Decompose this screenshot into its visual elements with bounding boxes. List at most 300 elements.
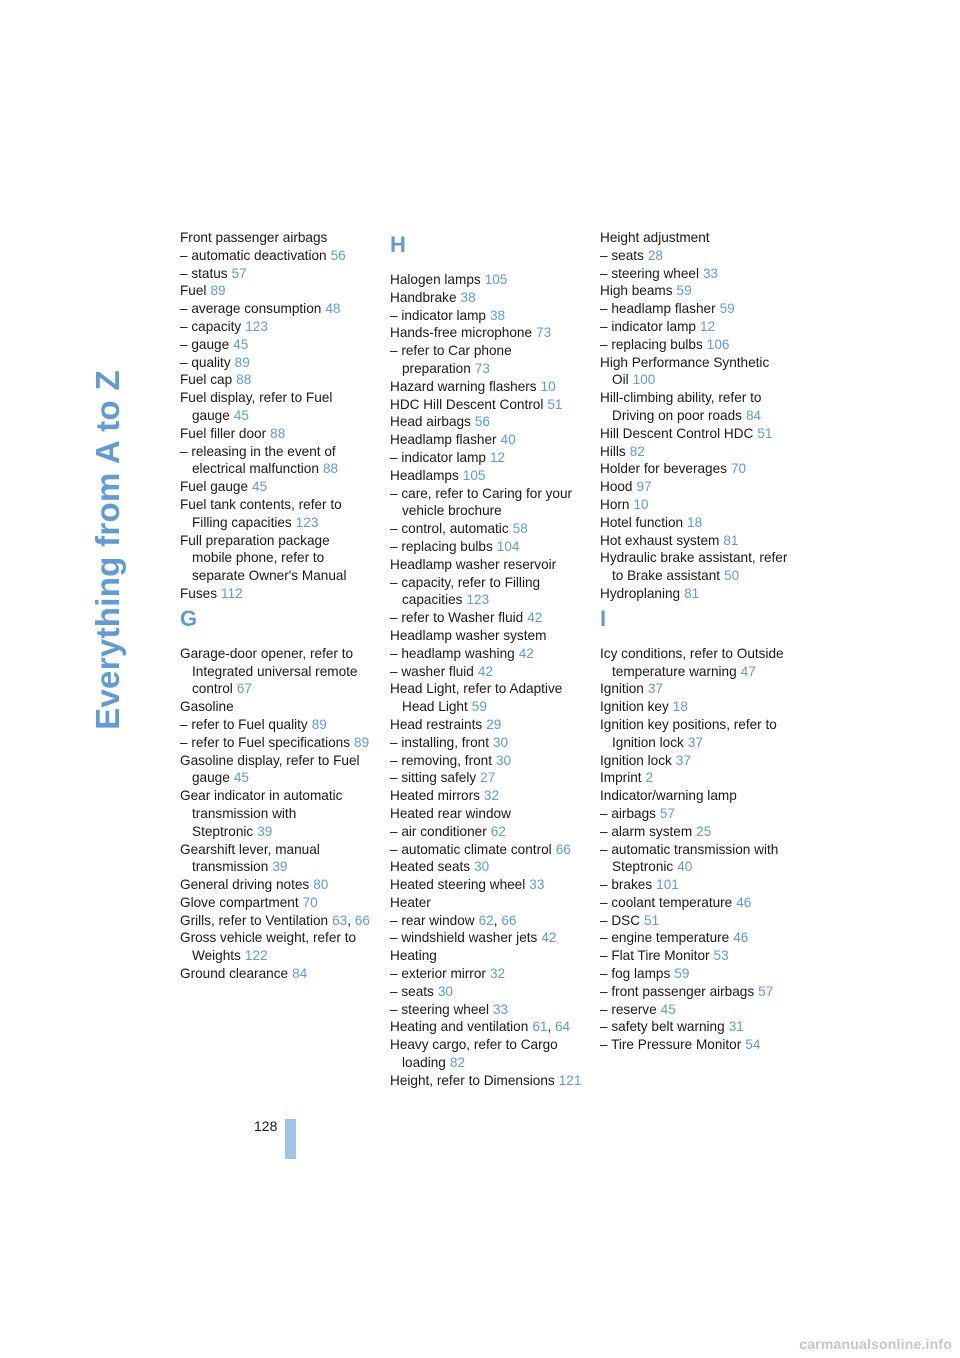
page-link[interactable]: 73	[474, 360, 490, 376]
page-refs	[674, 966, 689, 981]
index-entry	[390, 876, 586, 894]
page-link[interactable]: 112	[221, 585, 243, 601]
page-refs: 61, 64	[532, 1019, 571, 1035]
index-term: – indicator lamp	[390, 307, 486, 323]
index-term: Heated seats	[390, 859, 471, 875]
page-link[interactable]: 123	[245, 318, 268, 334]
page-refs	[684, 586, 699, 601]
page-link[interactable]: 57	[659, 805, 676, 821]
index-entry	[390, 556, 586, 574]
index-entry	[600, 841, 796, 877]
page-refs	[474, 859, 489, 874]
page-refs	[235, 355, 250, 370]
index-column-2	[390, 229, 586, 1090]
index-entry	[600, 947, 796, 965]
page-link[interactable]: 33	[493, 1001, 509, 1017]
page-refs	[723, 533, 738, 548]
page-link[interactable]: 84	[292, 966, 308, 982]
page-link[interactable]: 89	[311, 716, 327, 732]
page-link[interactable]: 89	[354, 734, 370, 750]
index-term: Icy conditions, refer to Outside temperature warning	[600, 645, 784, 679]
page-link[interactable]: 30	[474, 859, 490, 875]
index-entry	[600, 478, 796, 496]
page-link[interactable]: 106	[706, 336, 730, 352]
index-term: – refer to Fuel specifications	[180, 734, 351, 750]
page-link[interactable]: 51	[757, 425, 773, 441]
page-link[interactable]: 32	[489, 966, 506, 982]
page-refs	[270, 426, 285, 441]
index-term: Heater	[390, 894, 431, 910]
page-refs	[490, 308, 505, 323]
index-entry	[600, 912, 796, 930]
page-link[interactable]: 57	[758, 983, 774, 999]
index-term: – windshield washer jets	[390, 930, 538, 946]
index-entry	[390, 413, 586, 431]
page-link[interactable]: 88	[270, 425, 286, 441]
page-link[interactable]: 70	[730, 461, 747, 477]
index-term: Fuel	[180, 283, 207, 299]
page-refs	[676, 753, 691, 768]
index-entry	[180, 354, 372, 372]
index-entry	[600, 752, 796, 770]
page-link[interactable]: 10	[540, 378, 556, 394]
page-link[interactable]: 105	[462, 467, 486, 483]
index-entry	[180, 371, 372, 389]
page-link[interactable]: 30	[496, 752, 512, 768]
index-entry	[600, 496, 796, 514]
page-link[interactable]: 82	[629, 443, 645, 459]
page-refs	[466, 592, 489, 607]
page-refs	[529, 877, 544, 892]
page-link[interactable]: 18	[687, 514, 703, 530]
page-refs	[648, 681, 663, 696]
index-term: Holder for beverages	[600, 461, 727, 477]
page-refs	[630, 444, 645, 459]
page-link[interactable]: 27	[480, 770, 496, 786]
index-term: Gasoline	[180, 699, 234, 715]
index-term: – headlamp flasher	[600, 301, 716, 317]
index-entry	[600, 698, 796, 716]
page-link[interactable]: 81	[684, 585, 700, 601]
index-term: Fuel tank contents, refer to Filling capacities	[180, 496, 342, 530]
page-link[interactable]: 48	[325, 301, 341, 317]
page-link[interactable]: 10	[633, 496, 649, 512]
page-link[interactable]: 12	[489, 449, 506, 465]
page-link[interactable]: 59	[676, 283, 692, 299]
page-refs	[536, 325, 551, 340]
page-link[interactable]: 61	[532, 1019, 548, 1035]
page-link[interactable]: 46	[733, 930, 749, 946]
page-link[interactable]: 84	[745, 407, 762, 423]
index-term: – engine temperature	[600, 930, 730, 946]
index-entry	[600, 389, 796, 425]
page-link[interactable]: 37	[647, 681, 663, 697]
page-link[interactable]: 45	[233, 770, 249, 786]
page-link[interactable]: 33	[529, 877, 545, 893]
index-entry	[390, 485, 586, 521]
index-entry	[600, 645, 796, 681]
index-term: Fuel filler door	[180, 425, 267, 441]
page-link[interactable]: 104	[496, 538, 520, 554]
page-link[interactable]: 67	[236, 681, 252, 697]
page-link[interactable]: 31	[728, 1019, 744, 1035]
page-refs	[323, 461, 338, 476]
page-link[interactable]: 30	[493, 734, 509, 750]
page-refs	[234, 408, 249, 423]
index-term: Headlamp washer system	[390, 627, 547, 643]
page-link[interactable]: 56	[474, 414, 490, 430]
page-link[interactable]: 46	[736, 894, 752, 910]
index-term: Gearshift lever, manual transmission	[180, 841, 320, 875]
page-refs	[736, 895, 751, 910]
index-term: HDC Hill Descent Control	[390, 396, 544, 412]
page-link[interactable]: 42	[477, 663, 493, 679]
page-refs	[745, 1037, 760, 1052]
index-term: – front passenger airbags	[600, 983, 755, 999]
page-link[interactable]: 63	[332, 912, 348, 928]
page-link[interactable]: 38	[489, 307, 506, 323]
index-term: – sitting safely	[390, 770, 477, 786]
page-refs	[648, 248, 663, 263]
page-link[interactable]: 37	[687, 734, 703, 750]
index-entry	[390, 663, 586, 681]
page-refs	[656, 877, 679, 892]
page-refs	[707, 337, 730, 352]
page-link[interactable]: 70	[302, 894, 318, 910]
section-letter-i: I	[600, 605, 607, 631]
index-entry	[390, 1072, 586, 1090]
page-link[interactable]: 121	[558, 1072, 582, 1088]
page-link[interactable]: 40	[500, 432, 516, 448]
page-refs	[720, 301, 735, 316]
page-refs	[559, 1073, 582, 1088]
page-refs	[236, 372, 251, 387]
index-entry	[180, 282, 372, 300]
page-link[interactable]: 123	[466, 592, 490, 608]
index-entry	[390, 769, 586, 787]
page-link[interactable]: 73	[536, 325, 552, 341]
index-term: Height adjustment	[600, 230, 710, 245]
page-link[interactable]: 57	[231, 265, 247, 281]
index-term: – seats	[600, 247, 644, 263]
page-link[interactable]: 80	[313, 877, 329, 893]
index-entry	[600, 929, 796, 947]
index-entry	[390, 324, 586, 342]
index-entry	[390, 449, 586, 467]
page-refs	[637, 479, 652, 494]
page-link[interactable]: 97	[636, 479, 652, 495]
index-term: General driving notes	[180, 877, 310, 893]
page-link[interactable]: 45	[233, 336, 249, 352]
page-link[interactable]: 30	[437, 983, 453, 999]
index-term: Handbrake	[390, 289, 457, 305]
page-link[interactable]: 40	[677, 859, 693, 875]
page-link[interactable]: 42	[518, 645, 534, 661]
page-link[interactable]: 38	[460, 289, 476, 305]
page-refs	[758, 984, 773, 999]
watermark: carmanualsonline.info	[799, 1336, 952, 1352]
index-entry	[180, 752, 372, 788]
side-title: Everything from A to Z	[89, 370, 126, 730]
page-link[interactable]: 66	[354, 912, 370, 928]
page-link[interactable]: 81	[723, 532, 739, 548]
page-link[interactable]: 62	[490, 823, 506, 839]
index-entry	[390, 645, 586, 663]
index-entry	[600, 514, 796, 532]
index-entry	[390, 716, 586, 734]
page-link[interactable]: 2	[645, 770, 654, 786]
page-link[interactable]: 25	[696, 823, 712, 839]
page-refs	[729, 1019, 744, 1034]
page-refs: 62, 66	[478, 912, 517, 928]
index-entry	[390, 431, 586, 449]
page-refs	[633, 372, 656, 387]
index-term: Indicator/warning lamp	[600, 788, 737, 804]
index-entry	[600, 532, 796, 550]
index-term: Hill Descent Control HDC	[600, 425, 754, 441]
page-link[interactable]: 32	[483, 788, 500, 804]
index-term: Heated mirrors	[390, 788, 480, 804]
index-entry	[180, 894, 372, 912]
index-term: Headlamp flasher	[390, 432, 497, 448]
index-entry	[180, 876, 372, 894]
page-refs	[491, 824, 506, 839]
index-entry	[390, 680, 586, 716]
page-link[interactable]: 89	[234, 354, 250, 370]
page-refs	[688, 735, 703, 750]
page-link[interactable]: 42	[541, 930, 557, 946]
index-term: – refer to Car phone preparation	[390, 343, 512, 376]
page-link[interactable]: 45	[233, 407, 249, 423]
index-term: Grills, refer to Ventilation	[180, 912, 329, 928]
page-refs	[633, 497, 648, 512]
page-refs	[714, 948, 729, 963]
index-term: Hill-climbing ability, refer to Driving on poor roads	[600, 390, 762, 423]
page-link[interactable]: 53	[713, 948, 729, 964]
index-term: – headlamp washing	[390, 645, 515, 661]
index-entry	[390, 912, 586, 930]
page-refs	[272, 859, 287, 874]
page-link[interactable]: 51	[547, 396, 563, 412]
index-term: – Tire Pressure Monitor	[600, 1037, 742, 1053]
index-entry	[600, 965, 796, 983]
index-term: Hazard warning flashers	[390, 378, 537, 394]
index-column-3	[600, 229, 796, 1054]
index-term: Head restraints	[390, 716, 483, 732]
index-term: Ignition lock	[600, 752, 672, 768]
page-refs	[480, 770, 495, 785]
index-term: Hills	[600, 443, 626, 459]
index-term: Head airbags	[390, 414, 471, 430]
page-link[interactable]: 54	[745, 1037, 761, 1053]
page-link[interactable]: 59	[674, 966, 690, 982]
page-link[interactable]: 39	[272, 859, 288, 875]
page-refs	[687, 515, 702, 530]
index-entry	[180, 318, 372, 336]
page-refs	[731, 461, 746, 476]
page-refs	[331, 248, 346, 263]
index-entry	[600, 680, 796, 698]
index-term: – airbags	[600, 805, 656, 821]
index-term: Fuel display, refer to Fuel gauge	[180, 390, 333, 423]
page-link[interactable]: 33	[703, 265, 719, 281]
page-link[interactable]: 88	[322, 461, 339, 477]
index-term: Ground clearance	[180, 966, 289, 982]
page-link[interactable]: 105	[484, 272, 508, 287]
page-link[interactable]: 66	[555, 841, 571, 857]
page-link[interactable]: 123	[295, 514, 319, 530]
page-link[interactable]: 89	[210, 283, 226, 299]
page-refs	[257, 824, 272, 839]
index-entry	[390, 574, 586, 610]
index-term: Heavy cargo, refer to Cargo loading	[390, 1037, 558, 1071]
page-link[interactable]: 59	[719, 301, 735, 317]
page-link[interactable]: 51	[644, 912, 660, 928]
index-entry	[600, 1001, 796, 1019]
page-refs	[472, 699, 487, 714]
index-entry	[600, 229, 796, 247]
page-link[interactable]: 122	[244, 948, 268, 964]
index-term: – installing, front	[390, 734, 489, 750]
page-link[interactable]: 100	[632, 372, 656, 388]
index-entry	[180, 645, 372, 698]
index-entry	[390, 823, 586, 841]
index-term: Headlamp washer reservoir	[390, 556, 557, 572]
page-link[interactable]: 82	[449, 1055, 465, 1071]
page-link[interactable]: 64	[555, 1019, 571, 1035]
page-link[interactable]: 101	[656, 877, 679, 893]
index-entry	[390, 734, 586, 752]
index-entry	[390, 1018, 586, 1036]
index-entry	[600, 247, 796, 265]
page-refs	[475, 414, 490, 429]
page-refs	[673, 699, 688, 714]
page-link[interactable]: 29	[486, 716, 502, 732]
page-link[interactable]: 88	[236, 372, 252, 388]
index-entry	[390, 538, 586, 556]
index-entry	[390, 1001, 586, 1019]
page-link[interactable]: 45	[660, 1001, 676, 1017]
page-refs	[527, 610, 542, 625]
page-link[interactable]: 42	[527, 610, 543, 626]
index-term: Garage-door opener, refer to Integrated universal remote control	[180, 645, 358, 697]
page-link[interactable]: 58	[512, 521, 528, 537]
index-term: Fuel cap	[180, 372, 233, 388]
index-term: Heating and ventilation	[390, 1019, 529, 1035]
index-term: – replacing bulbs	[600, 336, 703, 352]
index-term: – refer to Washer fluid	[390, 610, 524, 626]
index-entry	[600, 443, 796, 461]
page-refs	[313, 877, 328, 892]
page-refs	[486, 717, 501, 732]
index-entry	[600, 425, 796, 443]
page-link[interactable]: 12	[699, 318, 716, 334]
index-term: Gear indicator in automatic transmission with Steptronic	[180, 788, 343, 839]
index-term: – releasing in the event of electrical malfunction	[180, 443, 336, 477]
index-entry	[390, 396, 586, 414]
page-refs	[496, 753, 511, 768]
index-term: – refer to Fuel quality	[180, 716, 308, 732]
index-term: – automatic transmission with Steptronic	[600, 841, 779, 875]
page-link[interactable]: 28	[647, 247, 663, 263]
index-entry	[600, 549, 796, 585]
index-entry	[180, 229, 372, 247]
page-refs	[746, 408, 761, 423]
page-refs	[700, 319, 715, 334]
page-link[interactable]: 59	[471, 699, 487, 715]
page-link[interactable]: 39	[257, 823, 273, 839]
index-entry	[600, 805, 796, 823]
index-entry	[600, 1018, 796, 1036]
page-refs	[757, 426, 772, 441]
page-refs	[478, 664, 493, 679]
index-entry	[600, 300, 796, 318]
index-term: Gross vehicle weight, refer to Weights	[180, 930, 357, 964]
index-term: – indicator lamp	[390, 449, 486, 465]
index-term: – indicator lamp	[600, 318, 696, 334]
index-entry	[600, 983, 796, 1001]
index-term: – exterior mirror	[390, 966, 486, 982]
index-entry	[390, 289, 586, 307]
page-refs	[677, 859, 692, 874]
index-term: – alarm system	[600, 823, 693, 839]
page-link[interactable]: 37	[675, 752, 691, 768]
page-refs	[660, 806, 675, 821]
page-refs	[484, 788, 499, 803]
page-refs	[741, 664, 756, 679]
index-entry	[180, 716, 372, 734]
page-refs	[354, 735, 369, 750]
page-link[interactable]: 66	[501, 912, 517, 928]
index-term: – capacity	[180, 318, 242, 334]
index-term: Head Light, refer to Adaptive Head Light	[390, 681, 563, 715]
page-link[interactable]: 50	[724, 568, 740, 584]
page-refs	[245, 319, 268, 334]
page-refs	[234, 770, 249, 785]
page-refs	[475, 361, 490, 376]
index-entry	[600, 787, 796, 805]
page-refs	[221, 586, 243, 601]
page-refs	[513, 521, 528, 536]
index-term: Front passenger airbags	[180, 230, 328, 245]
index-term: Ignition	[600, 681, 644, 697]
index-term: Height, refer to Dimensions	[390, 1072, 555, 1088]
page-link[interactable]: 45	[252, 479, 268, 495]
index-term: – steering wheel	[600, 265, 699, 281]
index-entry	[600, 354, 796, 390]
index-entry	[180, 478, 372, 496]
page-refs	[493, 735, 508, 750]
index-entry	[390, 858, 586, 876]
index-term: – air conditioner	[390, 823, 487, 839]
index-term: Horn	[600, 496, 630, 512]
index-term: – automatic climate control	[390, 841, 552, 857]
page-link[interactable]: 56	[330, 247, 346, 263]
index-entry	[600, 769, 796, 787]
page-refs	[296, 515, 319, 530]
index-term: Fuel gauge	[180, 479, 249, 495]
index-term: Hotel function	[600, 514, 684, 530]
index-entry	[390, 609, 586, 627]
page-link[interactable]: 18	[672, 699, 688, 715]
page-link[interactable]: 47	[740, 663, 756, 679]
page-link[interactable]: 62	[478, 912, 494, 928]
index-entry	[180, 734, 372, 752]
index-entry	[180, 496, 372, 532]
page-number: 128	[254, 1118, 278, 1134]
index-term: – DSC	[600, 912, 641, 928]
index-term: Halogen lamps	[390, 272, 481, 287]
